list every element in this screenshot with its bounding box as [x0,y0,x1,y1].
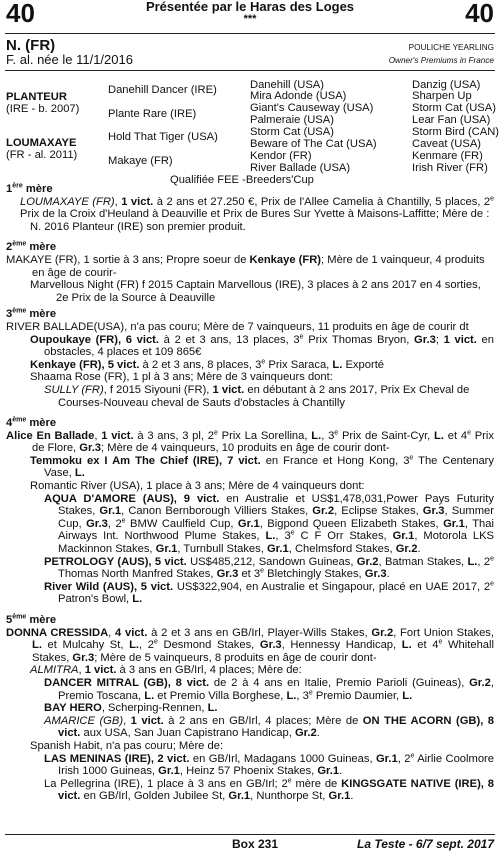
fifth-dam-record: DONNA CRESSIDA, 4 vict. à 2 et 3 ans en GB/Irl, Player-Wills Stakes, Gr.2, Fort Union Stakes, L. et Mulcahy St, L., 2e Desmond Stakes, Gr.3, Hennessy Handicap, L. et 4e Whitehall Stakes, Gr.3; Mère de 5 vainqueurs, 8 produits en âge de courir dont- [6,626,494,664]
footer-rule [5,834,495,835]
progeny-record: Temmoku ex I Am The Chief (IRE), 7 vict. en France et Hong Kong, 3e The Centenary Vase, L. [30,454,494,480]
fourth-dam-record: Alice En Ballade, 1 vict. à 3 ans, 3 pl, 2e Prix La Sorellina, L., 3e Prix de Saint-Cyr, L. et 4e Prix de Flore, Gr.3; Mère de 4 vainqueurs, 10 produits en âge de courir dont- [6,428,494,455]
lot-number: 40 [6,0,35,28]
gen3-item: River Ballade (USA) [250,162,351,174]
horse-category: POULICHE YEARLING [408,43,494,52]
gen4-item: Danzig (USA) [412,79,481,91]
gen4-item: Storm Bird (CAN) [412,126,500,138]
sire-name: PLANTEUR [6,91,67,103]
dam-name: LOUMAXAYE [6,137,77,149]
gen2-item: Danehill Dancer (IRE) [108,84,217,96]
stars: *** [243,13,257,25]
sire-info: (IRE - b. 2007) [6,103,80,115]
dam-record: LOUMAXAYE (FR), 1 vict. à 2 ans et 27.250 €, Prix de l'Allee Camelia à Chantilly, 5 places, 2e Prix de la Croix d'Heuland à Deauville et Prix de Bures Sur Yvette à Maisons-Laffitte; Mère de : [20,194,495,221]
progeny-record: PETROLOGY (AUS), 5 vict. US$485,212, Sandown Guineas, Gr.2, Batman Stakes, L., 2e Thomas North Manfred Stakes, Gr.3 et 3e Bletchingly Stakes, Gr.3. [44,554,494,581]
third-dam-record: RIVER BALLADE(USA), n'a pas couru; Mère de 7 vainqueurs, 11 produits en âge de courir dt [6,320,469,333]
gen4-item: Lear Fan (USA) [412,114,491,126]
pedigree-rule [5,70,495,71]
gen3-item: Kendor (FR) [250,150,312,162]
section-heading: 2ème mère [6,240,57,254]
gen3-item: Mira Adonde (USA) [250,90,347,102]
lot-number-right: 40 [465,0,494,28]
header-rule [5,33,495,34]
section-heading: 1ère mère [6,182,53,195]
gen2-item: Hold That Tiger (USA) [108,131,218,143]
progeny-record: N. 2016 Planteur (IRE) son premier produit. [30,220,246,233]
gen3-item: Storm Cat (USA) [250,126,334,138]
gen4-item: Storm Cat (USA) [412,102,496,114]
progeny-record: Kenkaye (FR), 5 vict. à 2 et 3 ans, 8 places, 3e Prix Saraca, L. Exporté [30,357,385,371]
section-heading: 5ème mère [6,613,57,626]
gen4-item: Irish River (FR) [412,162,488,174]
progeny-record: DANCER MITRAL (GB), 8 vict. de 2 à 4 ans en Italie, Premio Parioli (Guineas), Gr.2, Premio Toscana, L. et Premio Villa Borghese, L., 3e Premio Daumier, L. [44,676,494,702]
progeny-record: Spanish Habit, n'a pas couru; Mère de: [30,739,224,752]
dam-info: (FR - al. 2011) [6,149,78,161]
progeny-record: ALMITRA, 1 vict. à 3 ans en GB/Irl, 4 places; Mère de: [30,664,302,677]
progeny-record: AMARICE (GB), 1 vict. à 2 ans en GB/Irl, 4 places; Mère de ON THE ACORN (GB), 8 vict. aux USA, San Juan Capistrano Handicap, Gr.2. [44,714,495,740]
owners-premiums: Owner's Premiums in France [388,56,494,65]
gen4-item: Kenmare (FR) [412,150,483,162]
horse-birth: F. al. née le 11/1/2016 [6,52,133,67]
horse-name: N. (FR) [6,37,56,54]
progeny-record: LAS MENINAS (IRE), 2 vict. en GB/Irl, Madagans 1000 Guineas, Gr.1, 2e Airlie Coolmore Irish 1000 Guineas, Gr.1, Heinz 57 Phoenix Stakes, Gr.1. [44,751,494,778]
progeny-record: La Pellegrina (IRE), 1 place à 3 ans en GB/Irl; 2e mère de KINGSGATE NATIVE (IRE), 8 vict. en GB/Irl, Golden Jubilee St, Gr.1, Nunthorpe St, Gr.1. [44,776,494,803]
section-heading: 3ème mère [6,307,57,321]
consignor-title: Présentée par le Haras des Loges [145,0,355,14]
gen2-item: Plante Rare (IRE) [108,108,197,120]
gen3-item: Giant's Causeway (USA) [250,102,374,114]
progeny-record: SULLY (FR), f 2015 Siyouni (FR), 1 vict. en débutant à 2 ans 2017, Prix Ex Cheval de Courses-Nouveau cheval de Sauts d'obstacles à Chantilly [44,383,470,409]
gen3-item: Beware of The Cat (USA) [250,138,377,150]
sale-info: La Teste - 6/7 sept. 2017 [357,837,494,851]
gen3-item: Palmeraie (USA) [250,114,334,126]
progeny-record: Oupoukaye (FR), 6 vict. à 2 et 3 ans, 13 places, 3e Prix Thomas Bryon, Gr.3; 1 vict. en obstacles, 4 places et 109 865€ [30,332,494,359]
progeny-record: AQUA D'AMORE (AUS), 9 vict. en Australie et US$1,478,031,Power Pays Futurity Stakes, Gr.1, Canon Bernborough Villiers Stakes, Gr.2, Eclipse Stakes, Gr.3, Summer Cup, Gr.3, 2e BMW Caulfield Cup, Gr.1, Bigpond Queen Elizabeth Stakes, Gr.1, Thai Airways Int. Northwood Plume Stakes, L., 3e C F Orr Stakes, Gr.1, Motorola LKS Mackinnon Stakes, Gr.1, Turnbull Stakes, Gr.1, Chelmsford Stakes, Gr.2. [44,492,494,556]
progeny-record: BAY HERO, Scherping-Rennen, L. [44,702,218,715]
progeny-record: Marvellous Night (FR) f 2015 Captain Marvellous (IRE), 3 places à 2 ans 2017 en 4 sorties, 2e Prix de la Source à Deauville [30,279,481,304]
gen4-item: Caveat (USA) [412,138,482,150]
progeny-record: River Wild (AUS), 5 vict. US$322,904, en Australie et Singapour, placé en UAE 2017, 2e Patron's Bowl, L. [44,580,495,606]
box-number: Box 231 [232,837,279,851]
gen3-item: Danehill (USA) [250,79,324,91]
family-notes [6,179,494,803]
granddam-record: MAKAYE (FR), 1 sortie à 3 ans; Propre soeur de Kenkaye (FR); Mère de 1 vainqueur, 4 produits en âge de courir- [6,253,485,279]
qualification: Qualifiée FEE -Breeders'Cup [170,174,314,186]
progeny-record: Shaama Rose (FR), 1 pl à 3 ans; Mère de 3 vainqueurs dont: [30,371,333,384]
section-heading: 4ème mère [6,416,57,430]
gen2-item: Makaye (FR) [108,155,173,167]
gen4-item: Sharpen Up [412,90,472,102]
progeny-record: Romantic River (USA), 1 place à 3 ans; Mère de 4 vainqueurs dont: [30,480,365,493]
